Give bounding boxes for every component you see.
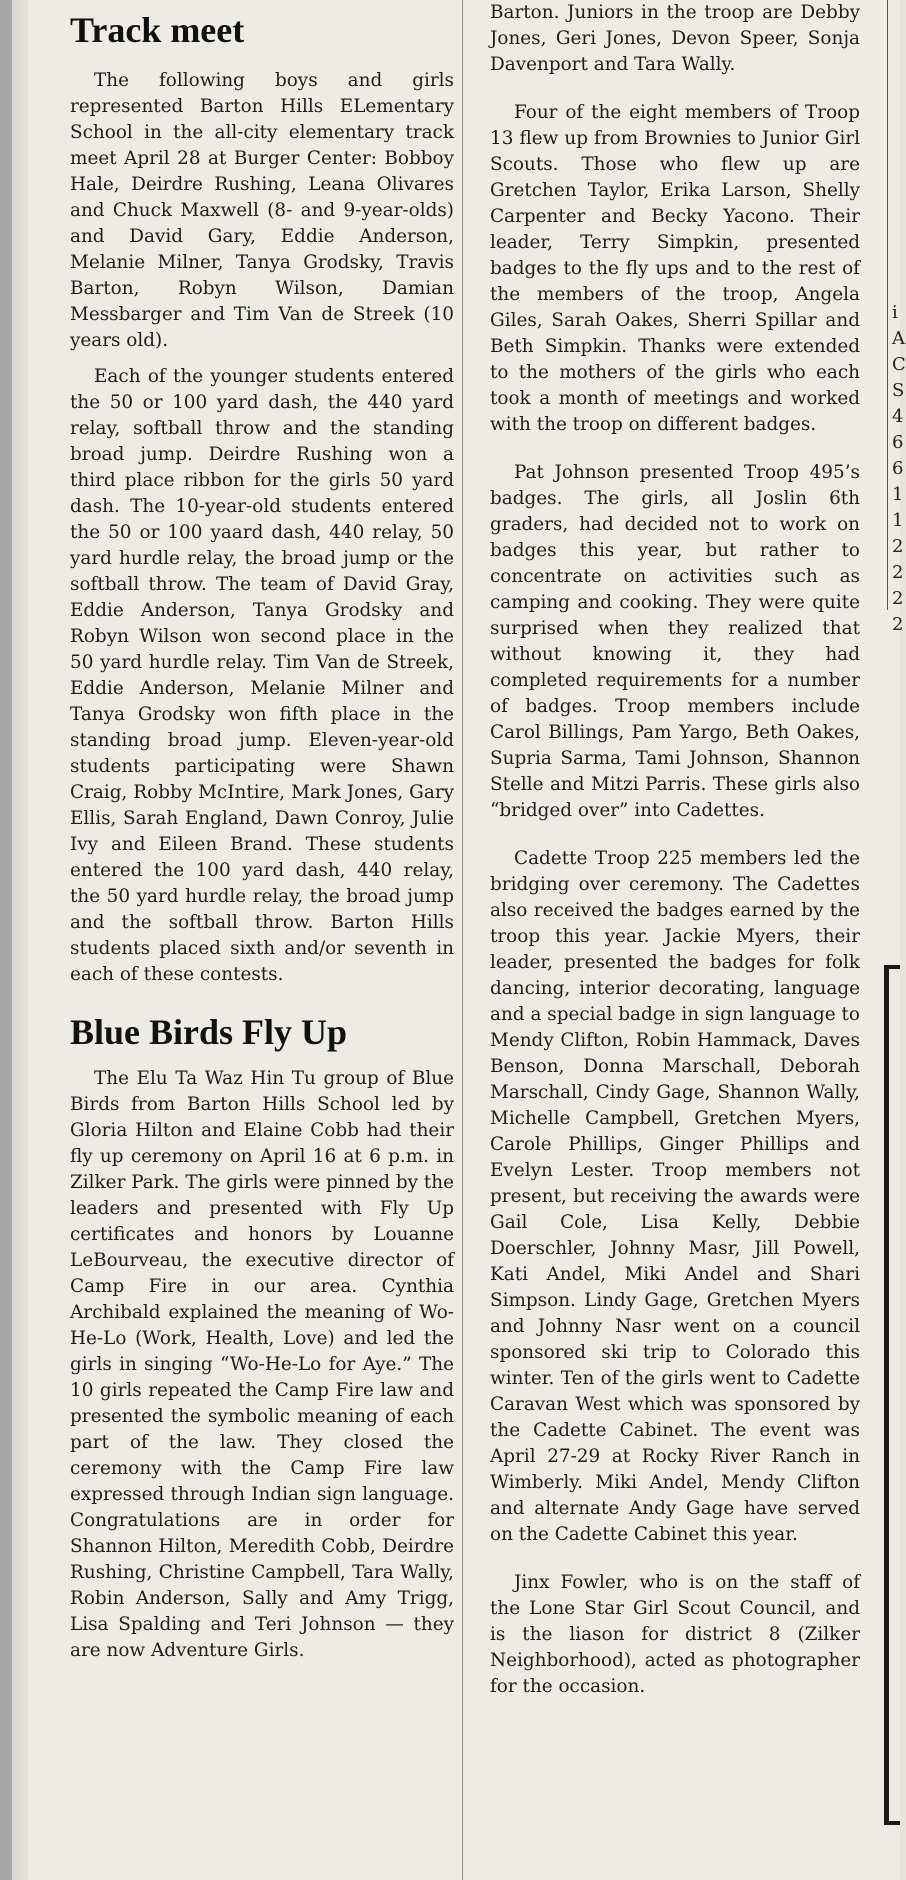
cropped-box-frame — [884, 965, 900, 1825]
cropped-column-fragment: i A C S 4 6 6 1 1 2 2 2 2 — [892, 302, 906, 635]
right-column-rule — [887, 0, 888, 610]
left-column — [70, 0, 454, 1664]
right-paragraph-0: Barton. Juniors in the troop are Debby Jones, Geri Jones, Devon Speer, Sonja Davenport and Tara Wally. — [490, 2, 860, 75]
blue-birds-headline: Blue Birds Fly Up — [70, 1012, 348, 1052]
track-meet-paragraph-1: The following boys and girls represented Barton Hills ELementary School in the all-city elementary track meet April 28 at Burger Center: Bobboy Hale, Deirdre Rushing, Leana Olivares and Chuck Maxwell (8- and 9-year-olds) and David Gary, Eddie Anderson, Melanie Milner, Tanya Grodsky, Travis Barton, Robyn Wilson, Damian Messbarger and Tim Van de Streek (10 years old). — [70, 70, 454, 351]
right-paragraph-1: Four of the eight members of Troop 13 flew up from Brownies to Junior Girl Scouts. Those who flew up are Gretchen Taylor, Erika Larson, Shelly Carpenter and Becky Yacono. Their leader, Terry Simpkin, presented badges to the fly ups and to the rest of the members of the troop, Angela Giles, Sarah Oakes, Sherri Spillar and Beth Simpkin. Thanks were extended to the mothers of the girls who each took a month of meetings and worked with the troop on different badges. — [490, 102, 860, 435]
column-rule — [462, 0, 463, 1880]
blue-birds-paragraph-1: The Elu Ta Waz Hin Tu group of Blue Birds from Barton Hills School led by Gloria Hilton and Elaine Cobb had their fly up ceremony on April 16 at 6 p.m. in Zilker Park. The girls were pinned by the leaders and presented with Fly Up certificates and honors by Louanne LeBourveau, the executive director of Camp Fire in our area. Cynthia Archibald explained the meaning of Wo-He-Lo (Work, Health, Love) and led the girls in singing “Wo-He-Lo for Aye.” The 10 girls repeated the Camp Fire law and presented the symbolic meaning of each part of the law. They closed the ceremony with the Camp Fire law expressed through Indian sign language. Congratulations are in order for Shannon Hilton, Meredith Cobb, Deirdre Rushing, Christine Campbell, Tara Wally, Robin Anderson, Sally and Amy Trigg, Lisa Spalding and Teri Johnson — they are now Adventure Girls. — [70, 1068, 454, 1661]
right-paragraph-2: Pat Johnson presented Troop 495’s badges. The girls, all Joslin 6th graders, had decided not to work on badges this year, but rather to concentrate on activities such as camping and cooking. They were quite surprised when they realized that without knowing it, they had completed requirements for a number of badges. Troop members include Carol Billings, Pam Yargo, Beth Oakes, Supria Sarma, Tami Johnson, Shannon Stelle and Mitzi Parris. These girls also “bridged over” into Cadettes. — [490, 462, 860, 821]
track-meet-headline: Track meet — [70, 10, 245, 50]
track-meet-paragraph-2: Each of the younger students entered the 50 or 100 yard dash, the 440 yard relay, softball throw and the standing broad jump. Deirdre Rushing won a third place ribbon for the girls 50 yard dash. The 10-year-old students entered the 50 or 100 yaard dash, 440 relay, 50 yard hurdle relay, the broad jump or the softball throw. The team of David Gray, Eddie Anderson, Tanya Grodsky and Robyn Wilson won second place in the 50 yard hurdle relay. Tim Van de Streek, Eddie Anderson, Melanie Milner and Tanya Grodsky won fifth place in the standing broad jump. Eleven-year-old students participating were Shawn Craig, Robby McIntire, Mark Jones, Gary Ellis, Sarah England, Dawn Conroy, Julie Ivy and Eileen Brand. These students entered the 100 yard dash, 440 relay, the 50 yard hurdle relay, the broad jump and the softball throw. Barton Hills students placed sixth and/or seventh in each of these contests. — [70, 366, 454, 985]
right-column — [490, 0, 860, 1700]
right-paragraph-4: Jinx Fowler, who is on the staff of the Lone Star Girl Scout Council, and is the liason for district 8 (Zilker Neighborhood), acted as photographer for the occasion. — [490, 1572, 860, 1697]
page-gutter — [0, 0, 28, 1880]
right-paragraph-3: Cadette Troop 225 members led the bridging over ceremony. The Cadettes also received the badges earned by the troop this year. Jackie Myers, their leader, presented the badges for folk dancing, interior decorating, language and a special badge in sign language to Mendy Clifton, Robin Hammack, Daves Benson, Donna Marschall, Deborah Marschall, Cindy Gage, Shannon Wally, Michelle Campbell, Gretchen Myers, Carole Phillips, Ginger Phillips and Evelyn Lester. Troop members not present, but receiving the awards were Gail Cole, Lisa Kelly, Debbie Doerschler, Johnny Masr, Jill Powell, Kati Andel, Miki Andel and Shari Simpson. Lindy Gage, Gretchen Myers and Johnny Nasr went on a council sponsored ski trip to Colorado this winter. Ten of the girls went to Cadette Caravan West which was sponsored by the Cadette Cabinet. The event was April 27-29 at Rocky River Ranch in Wimberly. Miki Andel, Mendy Clifton and alternate Andy Gage have served on the Cadette Cabinet this year. — [490, 848, 860, 1545]
